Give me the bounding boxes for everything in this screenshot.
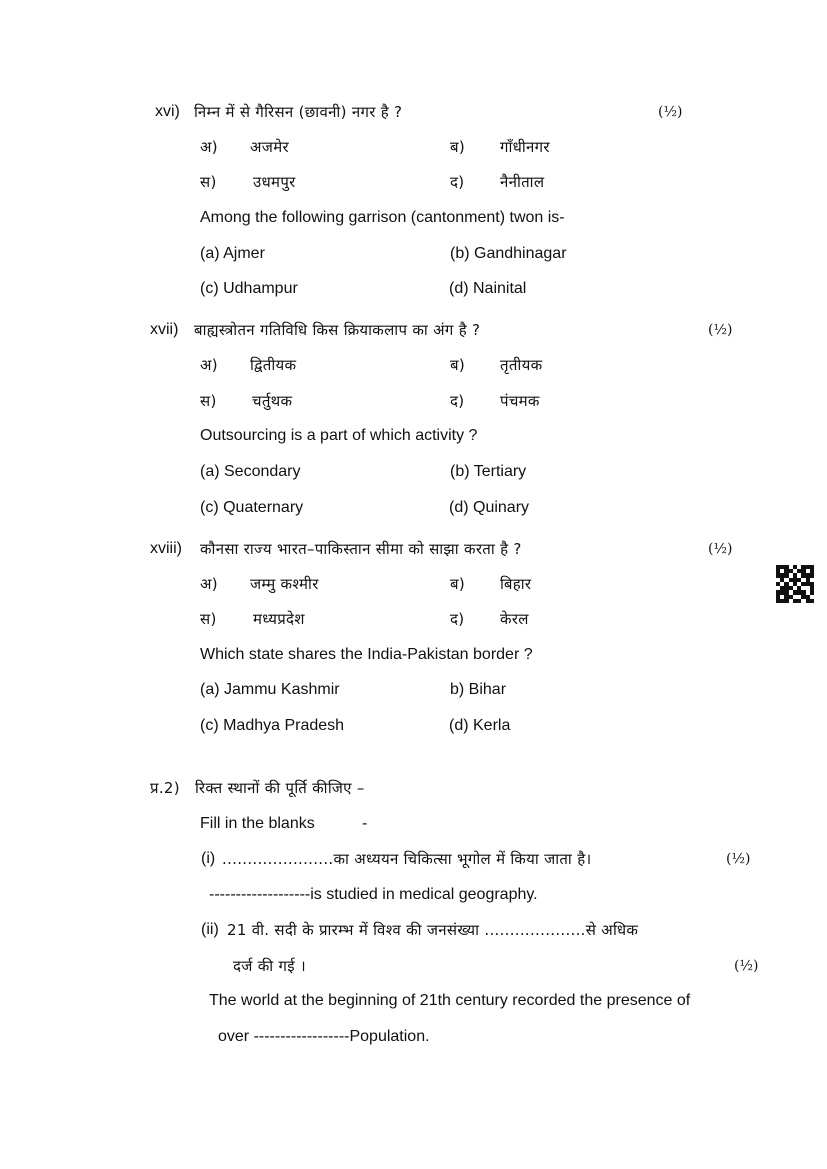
option-english: b) Bihar xyxy=(450,681,507,698)
option-english: (b) Gandhinagar xyxy=(450,245,567,262)
item-text-english: over ------------------Population. xyxy=(218,1028,430,1045)
option-english: (b) Tertiary xyxy=(450,463,527,480)
question-text-hindi: कौनसा राज्य भारत–पाकिस्तान सीमा को साझा करता है ? xyxy=(200,540,522,558)
option-key: स) xyxy=(200,173,217,191)
option-english: (a) Jammu Kashmir xyxy=(200,681,340,698)
option-text: द्वितीयक xyxy=(250,356,297,374)
option-text: तृतीयक xyxy=(500,356,543,374)
option-text: गाँधीनगर xyxy=(500,138,550,156)
option-english: (a) Ajmer xyxy=(200,245,265,262)
dash: - xyxy=(362,815,368,832)
option-english: (c) Quaternary xyxy=(200,499,304,516)
option-text: नैनीताल xyxy=(500,173,545,191)
item-marks: (½) xyxy=(726,851,751,867)
option-key: स) xyxy=(200,610,217,628)
option-english: (c) Madhya Pradesh xyxy=(200,717,345,734)
option-text: मध्यप्रदेश xyxy=(253,610,305,628)
question-text-english: Among the following garrison (cantonment) twon is- xyxy=(200,209,565,226)
question-text-english: Outsourcing is a part of which activity ? xyxy=(200,427,478,444)
option-key: ब) xyxy=(450,356,466,374)
question-number: xvii) xyxy=(150,321,179,338)
item-text-hindi: दर्ज की गई । xyxy=(233,957,306,975)
option-key: अ) xyxy=(200,356,218,374)
item-text-english: The world at the beginning of 21th century recorded the presence of xyxy=(209,992,691,1009)
item-text-english: -------------------is studied in medical geography. xyxy=(209,886,538,903)
question-marks: (½) xyxy=(658,104,683,120)
option-english: (a) Secondary xyxy=(200,463,301,480)
option-english: (d) Quinary xyxy=(449,499,530,516)
option-english: (c) Udhampur xyxy=(200,280,298,297)
option-key: अ) xyxy=(200,138,218,156)
option-text: उधमपुर xyxy=(253,173,296,191)
option-key: द) xyxy=(450,173,465,191)
question-text-hindi: बाह्यस्त्रोतन गतिविधि किस क्रियाकलाप का अंग है ? xyxy=(194,321,481,339)
question-text-english: Which state shares the India-Pakistan border ? xyxy=(200,646,533,663)
question-number: प्र.2) xyxy=(150,779,180,797)
option-key: द) xyxy=(450,610,465,628)
question-text-hindi: रिक्त स्थानों की पूर्ति कीजिए – xyxy=(195,779,365,797)
option-english: (d) Nainital xyxy=(449,280,527,297)
option-key: द) xyxy=(450,392,465,410)
option-key: ब) xyxy=(450,138,466,156)
option-key: ब) xyxy=(450,575,466,593)
question-number: xvi) xyxy=(155,103,180,120)
question-number: xviii) xyxy=(150,540,182,557)
option-text: केरल xyxy=(500,610,529,628)
option-text: बिहार xyxy=(500,575,532,593)
question-marks: (½) xyxy=(708,541,733,557)
option-text: जम्मु कश्मीर xyxy=(250,575,319,593)
question-text-hindi: निम्न में से गैरिसन (छावनी) नगर है ? xyxy=(194,103,403,121)
option-key: अ) xyxy=(200,575,218,593)
item-text-hindi: 21 वी. सदी के प्रारम्भ में विश्व की जनसंख्या ....................से अधिक xyxy=(227,921,639,939)
item-label: (ii) xyxy=(201,921,219,938)
option-key: स) xyxy=(200,392,217,410)
option-text: पंचमक xyxy=(500,392,540,410)
item-label: (i) xyxy=(201,850,216,867)
item-marks: (½) xyxy=(734,958,759,974)
question-text-english: Fill in the blanks xyxy=(200,815,315,832)
option-text: अजमेर xyxy=(250,138,289,156)
option-text: चर्तुथक xyxy=(252,392,293,410)
question-marks: (½) xyxy=(708,322,733,338)
qr-code-icon xyxy=(776,565,814,603)
option-english: (d) Kerla xyxy=(449,717,511,734)
item-text-hindi: ......................का अध्ययन चिकित्सा भूगोल में किया जाता है। xyxy=(222,850,592,868)
